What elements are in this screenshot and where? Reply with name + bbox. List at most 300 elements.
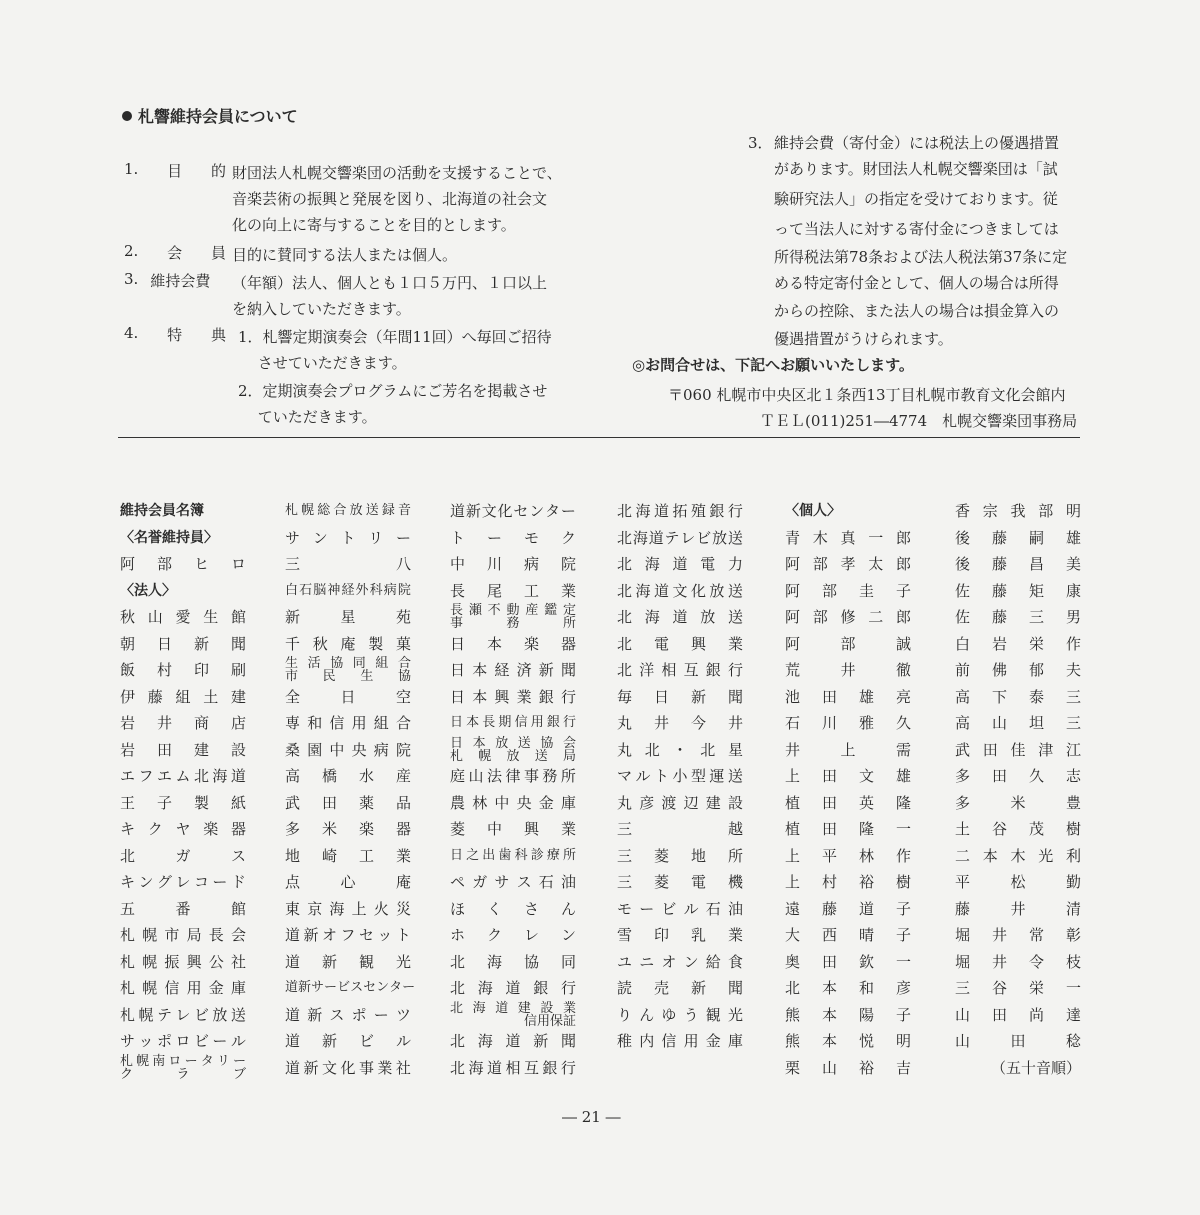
- char: 相: [661, 661, 677, 679]
- char: 局: [562, 748, 576, 764]
- char: 孝: [840, 555, 856, 573]
- char: ニ: [639, 952, 655, 971]
- char: サ: [311, 980, 325, 995]
- char: 放: [349, 503, 363, 518]
- char: 本: [472, 735, 486, 751]
- char: 部: [812, 555, 828, 573]
- char: 田: [991, 1005, 1007, 1024]
- char: 阿: [785, 555, 801, 573]
- char: 作: [895, 846, 911, 865]
- char: 海: [329, 899, 345, 918]
- char: ー: [395, 528, 411, 547]
- char: 海: [644, 608, 660, 626]
- char: 海: [632, 528, 648, 547]
- char: 子: [895, 1005, 911, 1024]
- char: レ: [680, 528, 696, 547]
- char: 札: [120, 1053, 134, 1069]
- char: 高: [955, 714, 971, 732]
- char: ス: [230, 846, 246, 865]
- member-entry-line2: [120, 1068, 246, 1081]
- char: 尾: [486, 581, 502, 600]
- char: ル: [635, 767, 651, 785]
- char: 枝: [1065, 952, 1081, 971]
- char: 桑: [285, 740, 301, 759]
- char: 送: [365, 503, 379, 518]
- char: 渡: [661, 793, 677, 812]
- char: 幌: [478, 748, 492, 764]
- char: ル: [395, 1032, 411, 1050]
- char: 道: [505, 1032, 521, 1050]
- char: 業: [727, 634, 743, 653]
- char: 海: [472, 1000, 486, 1016]
- char: 松: [1010, 873, 1026, 891]
- char: ポ: [351, 1005, 367, 1024]
- char: 銀: [705, 661, 721, 679]
- char: 光: [1038, 846, 1054, 865]
- member-entry: [785, 922, 911, 949]
- char: 岩: [991, 634, 1007, 653]
- member-entry: [285, 869, 411, 896]
- member-entry: [785, 1002, 911, 1029]
- char: 日: [450, 661, 466, 679]
- char: 病: [373, 740, 389, 759]
- char: 協: [397, 669, 411, 684]
- member-entry: [450, 869, 576, 896]
- char: 日: [653, 687, 669, 706]
- char: ヒ: [193, 555, 209, 573]
- char: 田: [156, 740, 172, 759]
- char: 久: [1028, 767, 1044, 785]
- char: 北: [617, 634, 633, 653]
- char: 裕: [858, 1058, 874, 1077]
- char: 放: [700, 608, 716, 626]
- char: 幌: [142, 926, 158, 944]
- member-entry: [285, 975, 416, 1002]
- char: 宗: [982, 502, 998, 520]
- char: 明: [895, 1032, 911, 1050]
- char: 鑑: [544, 603, 558, 618]
- char: 用: [683, 1032, 699, 1050]
- char: 子: [895, 899, 911, 918]
- member-column-5: [785, 498, 911, 1081]
- char: 大: [785, 926, 801, 944]
- char: 日: [450, 847, 464, 863]
- char: 型: [690, 767, 706, 785]
- char: 三: [1065, 687, 1081, 706]
- char: ロ: [230, 555, 246, 573]
- char: ト: [450, 528, 466, 547]
- char: 道: [858, 899, 874, 918]
- char: ッ: [377, 926, 393, 944]
- member-entry: [285, 657, 411, 684]
- char: ビ: [696, 528, 712, 547]
- char: 吉: [895, 1058, 911, 1077]
- char: 子: [895, 581, 911, 600]
- char: 橋: [321, 767, 337, 785]
- char: 亮: [895, 687, 911, 706]
- member-entry: [785, 816, 911, 843]
- char: 園: [307, 740, 323, 759]
- char: 遠: [785, 899, 801, 918]
- char: ガ: [175, 846, 191, 865]
- char: 海: [635, 581, 651, 600]
- char: 毎: [617, 687, 633, 706]
- char: ー: [402, 980, 416, 995]
- member-entry: [120, 551, 246, 578]
- char: 雄: [1065, 528, 1081, 547]
- char: 事: [358, 1058, 374, 1077]
- char: 美: [1065, 555, 1081, 573]
- member-entry: [285, 949, 411, 976]
- char: 新: [533, 1032, 549, 1050]
- char: 紙: [230, 793, 246, 812]
- char: 今: [690, 714, 706, 732]
- member-entry: [955, 498, 1081, 525]
- char: 山: [468, 767, 484, 785]
- member-entry: [617, 604, 743, 631]
- char: 観: [358, 952, 374, 971]
- char: 康: [1065, 581, 1081, 600]
- char: 武: [955, 740, 971, 759]
- char: 田: [821, 820, 837, 838]
- char: 京: [307, 899, 323, 918]
- char: 米: [1010, 793, 1026, 812]
- char: 藤: [955, 899, 971, 918]
- char: 歯: [498, 847, 512, 863]
- char: 作: [1065, 634, 1081, 653]
- char: 食: [727, 952, 743, 971]
- divider: [118, 437, 1080, 438]
- char: 需: [895, 740, 911, 759]
- char: さ: [523, 899, 539, 918]
- char: 長: [450, 603, 464, 618]
- char: 所: [560, 767, 576, 785]
- char: 前: [955, 661, 971, 679]
- char: 文: [481, 502, 497, 520]
- char: 秋: [312, 634, 328, 653]
- char: ゆ: [661, 1005, 677, 1024]
- char: 修: [840, 608, 856, 626]
- char: ン: [312, 528, 328, 547]
- member-entry: [785, 790, 911, 817]
- char: 全: [285, 687, 301, 706]
- member-entry: [617, 790, 743, 817]
- char: 振: [164, 952, 180, 971]
- char: 生: [203, 608, 219, 626]
- char: サ: [285, 528, 301, 547]
- char: 新: [193, 634, 209, 653]
- char: 三: [617, 820, 633, 838]
- char: 業: [395, 846, 411, 865]
- char: 郎: [895, 555, 911, 573]
- char: 海: [477, 979, 493, 997]
- label-part: 4.: [124, 324, 139, 342]
- char: 田: [1010, 1032, 1026, 1050]
- char: 興: [494, 687, 510, 706]
- char: 信: [164, 979, 180, 997]
- char: ト: [395, 926, 411, 944]
- char: 新: [321, 1032, 337, 1050]
- char: 村: [821, 873, 837, 891]
- char: 王: [120, 793, 136, 812]
- char: 井: [991, 952, 1007, 971]
- char: 武: [285, 793, 301, 812]
- member-entry: [450, 975, 576, 1002]
- char: テ: [156, 1005, 172, 1024]
- member-entry: [617, 896, 743, 923]
- char: ー: [560, 502, 576, 520]
- member-entry: [785, 843, 911, 870]
- member-entry: [120, 1028, 246, 1055]
- char: 部: [812, 608, 828, 626]
- char: 栄: [1028, 634, 1044, 653]
- char: 道: [285, 952, 301, 971]
- char: 三: [1065, 714, 1081, 732]
- char: 機: [727, 873, 743, 891]
- char: 山: [991, 714, 1007, 732]
- char: 行: [727, 661, 743, 679]
- member-entry-line2: [450, 750, 576, 763]
- char: 藤: [991, 555, 1007, 573]
- member-entry: [120, 896, 246, 923]
- char: ス: [516, 873, 532, 891]
- char: 協: [330, 656, 344, 671]
- char: ツ: [395, 1005, 411, 1024]
- member-entry: [450, 498, 576, 525]
- char: サ: [494, 873, 510, 891]
- char: 札: [450, 748, 464, 764]
- char: ク: [560, 528, 576, 547]
- char: 力: [727, 555, 743, 573]
- member-entry: [617, 869, 743, 896]
- char: 業: [516, 687, 532, 706]
- char: 道: [486, 1058, 502, 1077]
- char: 星: [340, 608, 356, 626]
- char: 建: [193, 740, 209, 759]
- char: 新: [303, 926, 319, 944]
- char: 一: [895, 820, 911, 838]
- char: 協: [540, 735, 554, 751]
- char: 用: [351, 714, 367, 732]
- char: 利: [1065, 846, 1081, 865]
- char: 生: [285, 656, 299, 671]
- char: 和: [858, 979, 874, 997]
- char: 高: [955, 687, 971, 706]
- char: 道: [285, 1032, 301, 1050]
- char: ル: [683, 899, 699, 918]
- char: 火: [373, 899, 389, 918]
- char: オ: [661, 952, 677, 971]
- char: 常: [1028, 926, 1044, 944]
- char: 三: [955, 979, 971, 997]
- char: 矩: [1028, 581, 1044, 600]
- char: 北: [450, 1058, 466, 1077]
- char: 金: [705, 1032, 721, 1050]
- char: 令: [1028, 952, 1044, 971]
- char: 庵: [395, 873, 411, 891]
- member-entry: [955, 525, 1081, 552]
- char: 事: [450, 616, 464, 631]
- item-4-line: 1．札響定期演奏会（年間11回）へ毎回ご招待: [238, 328, 552, 346]
- item-2-line: 目的に賛同する法人または個人。: [232, 246, 458, 264]
- char: 秋: [120, 608, 136, 626]
- char: 出: [482, 847, 496, 863]
- member-entry: [450, 657, 576, 684]
- char: 読: [617, 979, 633, 997]
- char: 佐: [955, 581, 971, 600]
- char: 聞: [560, 1032, 576, 1050]
- member-entry: [617, 578, 743, 605]
- char: 郎: [895, 608, 911, 626]
- char: サ: [120, 1032, 136, 1050]
- char: 金: [208, 979, 224, 997]
- char: 海: [635, 502, 651, 520]
- char: 木: [812, 528, 828, 547]
- char: ス: [350, 980, 364, 995]
- char: 送: [230, 1005, 246, 1024]
- item-3-line: を納入していただきます。: [232, 300, 411, 318]
- member-entry: [785, 631, 911, 658]
- char: テ: [664, 528, 680, 547]
- char: 信: [514, 715, 528, 730]
- char: 藤: [991, 581, 1007, 600]
- char: 瀬: [468, 603, 482, 618]
- char: 二: [955, 846, 971, 865]
- char: 一: [1065, 979, 1081, 997]
- char: 金: [538, 793, 554, 812]
- member-entry: [785, 604, 911, 631]
- member-entry: [785, 869, 911, 896]
- char: 多: [955, 767, 971, 785]
- member-entry: [955, 922, 1081, 949]
- char: 阿: [785, 634, 801, 653]
- char: 米: [321, 820, 337, 838]
- member-entry: [450, 763, 576, 790]
- char: 井: [727, 714, 743, 732]
- member-entry: [120, 949, 246, 976]
- char: 達: [1065, 1005, 1081, 1024]
- char: 中: [450, 555, 466, 573]
- char: 録: [381, 503, 395, 518]
- char: 農: [450, 793, 466, 812]
- member-entry: [450, 816, 576, 843]
- char: モ: [523, 528, 539, 547]
- char: 刷: [230, 661, 246, 679]
- label-part: 員: [210, 244, 226, 262]
- char: 社: [230, 952, 246, 971]
- char: 石: [785, 714, 801, 732]
- char: 郁: [1028, 661, 1044, 679]
- char: 送: [727, 608, 743, 626]
- char: 西: [821, 926, 837, 944]
- member-column-4: [617, 498, 743, 1055]
- char: 菱: [653, 846, 669, 865]
- char: 清: [1065, 899, 1081, 918]
- member-entry: [450, 1002, 576, 1029]
- item-4-line: させていただきます。: [238, 354, 407, 372]
- char: 小: [672, 767, 688, 785]
- char: 信: [329, 714, 345, 732]
- char: 三: [617, 846, 633, 865]
- char: く: [486, 899, 502, 918]
- char: 文: [321, 1058, 337, 1077]
- char: 会: [562, 735, 576, 751]
- member-entry-line2: [450, 617, 576, 630]
- char: 尚: [1028, 1005, 1044, 1024]
- char: 北: [450, 952, 466, 971]
- char: ガ: [472, 873, 488, 891]
- char: 上: [840, 740, 856, 759]
- char: 院: [395, 740, 411, 759]
- char: 器: [230, 820, 246, 838]
- char: 銀: [538, 687, 554, 706]
- char: 徹: [895, 661, 911, 679]
- char: タ: [545, 502, 561, 520]
- char: ロ: [175, 1032, 191, 1050]
- char: 産: [525, 603, 539, 618]
- item-1-label: [124, 160, 226, 181]
- char: 聞: [560, 661, 576, 679]
- char: 三: [1028, 608, 1044, 626]
- member-entry: [450, 604, 576, 631]
- char: 辺: [683, 793, 699, 812]
- char: 林: [858, 846, 874, 865]
- char: リ: [216, 1053, 230, 1069]
- member-entry: [285, 816, 411, 843]
- char: コ: [193, 873, 209, 891]
- item-1-line: 化の向上に寄与することを目的とします。: [232, 216, 516, 234]
- member-entry: [955, 843, 1081, 870]
- member-entry: [120, 816, 246, 843]
- member-entry: [285, 578, 411, 605]
- char: 雪: [617, 926, 633, 944]
- member-entry: [120, 631, 246, 658]
- char: 楽: [358, 820, 374, 838]
- char: 点: [285, 873, 301, 891]
- member-entry: [120, 1002, 246, 1029]
- char: 建: [517, 1000, 531, 1016]
- member-entry: [450, 631, 576, 658]
- char: 札: [120, 926, 136, 944]
- member-entry: 維持会員名簿: [120, 503, 204, 519]
- char: ク: [486, 926, 502, 944]
- char: 星: [727, 740, 743, 759]
- char: 下: [991, 687, 1007, 706]
- char: 千: [285, 634, 301, 653]
- member-entry: [785, 949, 911, 976]
- member-entry: [120, 763, 246, 790]
- char: 堀: [955, 926, 971, 944]
- char: 放: [506, 748, 520, 764]
- member-entry: [785, 763, 911, 790]
- char: 行: [727, 502, 743, 520]
- char: 商: [193, 714, 209, 732]
- char: 新: [538, 661, 554, 679]
- char: 合: [395, 714, 411, 732]
- member-entry: [120, 657, 246, 684]
- char: ホ: [450, 926, 466, 944]
- char: 油: [727, 899, 743, 918]
- char: 多: [285, 820, 301, 838]
- char: 北: [450, 979, 466, 997]
- char: 札: [120, 979, 136, 997]
- label-part: 会: [167, 244, 183, 262]
- member-entry: [955, 657, 1081, 684]
- member-entry: [285, 737, 411, 764]
- char: 日: [450, 687, 466, 706]
- member-column-1: [120, 498, 246, 1081]
- char: モ: [617, 899, 633, 918]
